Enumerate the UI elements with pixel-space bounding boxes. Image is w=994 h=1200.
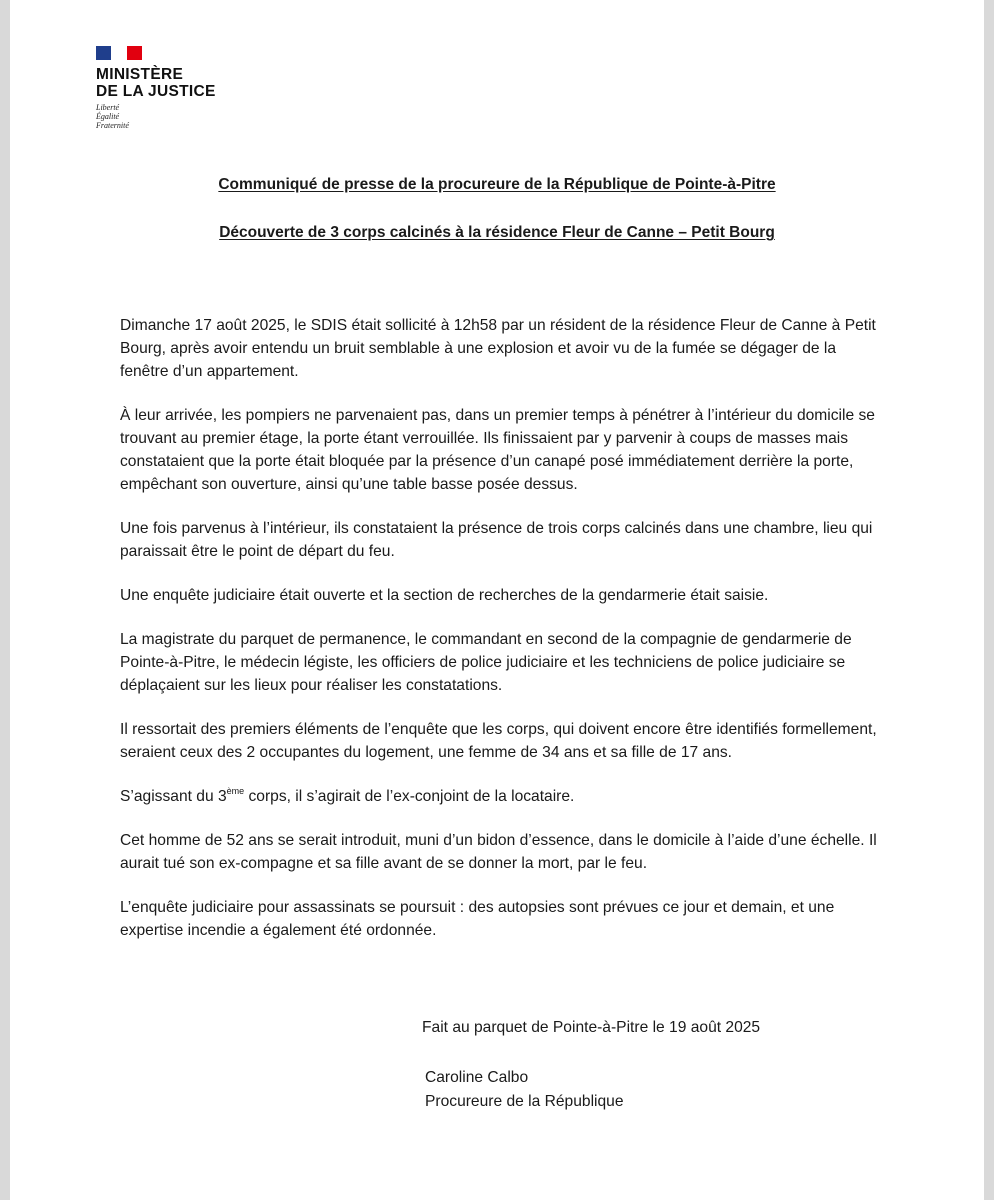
place-date-line: Fait au parquet de Pointe-à-Pitre le 19 août 2025: [422, 1019, 761, 1036]
press-release-title: Communiqué de presse de la procureure de la République de Pointe-à-Pitre: [218, 176, 776, 193]
document-page: [10, 0, 984, 1200]
republic-motto: [96, 103, 256, 130]
third-body-text-end: corps, il s’agirait de l’ex-conjoint de la locataire.: [244, 788, 575, 805]
paragraph: Dimanche 17 août 2025, le SDIS était sollicité à 12h58 par un résident de la résidence Fleur de Canne à Petit Bourg, après avoir entendu un bruit semblable à une explosion et avoir vu de la fumée se dégager de la fenêtre d’un appartement.: [120, 317, 876, 380]
french-flag-icon: [96, 46, 142, 60]
signature-block: [425, 1066, 624, 1114]
paragraph: La magistrate du parquet de permanence, le commandant en second de la compagnie de gendarmerie de Pointe-à-Pitre, le médecin légiste, les officiers de police judiciaire et les techniciens de police judiciaire se déplaçaient sur les lieux pour réaliser les constatations.: [120, 631, 852, 694]
paragraph-third-body: [120, 785, 886, 808]
paragraph: L’enquête judiciaire pour assassinats se poursuit : des autopsies sont prévues ce jour et demain, et une expertise incendie a également été ordonnée.: [120, 899, 835, 939]
signatory-name: Caroline Calbo: [425, 1069, 529, 1086]
paragraph: Cet homme de 52 ans se serait introduit, muni d’un bidon d’essence, dans le domicile à l’aide d’une échelle. Il aurait tué son ex-compagne et sa fille avant de se donner la mort, par le feu.: [120, 832, 877, 872]
press-release-body: [120, 314, 886, 963]
motto-egalite: Égalité: [96, 112, 120, 121]
press-release-subtitle: Découverte de 3 corps calcinés à la résidence Fleur de Canne – Petit Bourg: [219, 224, 775, 241]
motto-liberte: Liberté: [96, 103, 120, 112]
paragraph: Une enquête judiciaire était ouverte et la section de recherches de la gendarmerie était saisie.: [120, 587, 769, 604]
ordinal-superscript: ème: [226, 786, 245, 796]
paragraph: À leur arrivée, les pompiers ne parvenaient pas, dans un premier temps à pénétrer à l’intérieur du domicile se trouvant au premier étage, la porte étant verrouillée. Ils finissaient par y parvenir à coups de masses mais constataient que la porte était bloquée par la présence d’un canapé posé immédiatement derrière la porte, empêchant son ouverture, ainsi qu’une table basse posée dessus.: [120, 407, 875, 493]
motto-fraternite: Fraternité: [96, 121, 129, 130]
ministry-name-line1: MINISTÈRE: [96, 66, 184, 83]
paragraph: Il ressortait des premiers éléments de l’enquête que les corps, qui doivent encore être identifiés formellement, seraient ceux des 2 occupantes du logement, une femme de 34 ans et sa fille de 17 ans.: [120, 721, 877, 761]
ministry-logo: [96, 46, 256, 130]
third-body-text-start: S’agissant du 3: [120, 788, 227, 805]
paragraph: Une fois parvenus à l’intérieur, ils constataient la présence de trois corps calcinés dans une chambre, lieu qui paraissait être le point de départ du feu.: [120, 520, 873, 560]
ministry-name-line2: DE LA JUSTICE: [96, 83, 216, 100]
signatory-title: Procureure de la République: [425, 1093, 624, 1110]
